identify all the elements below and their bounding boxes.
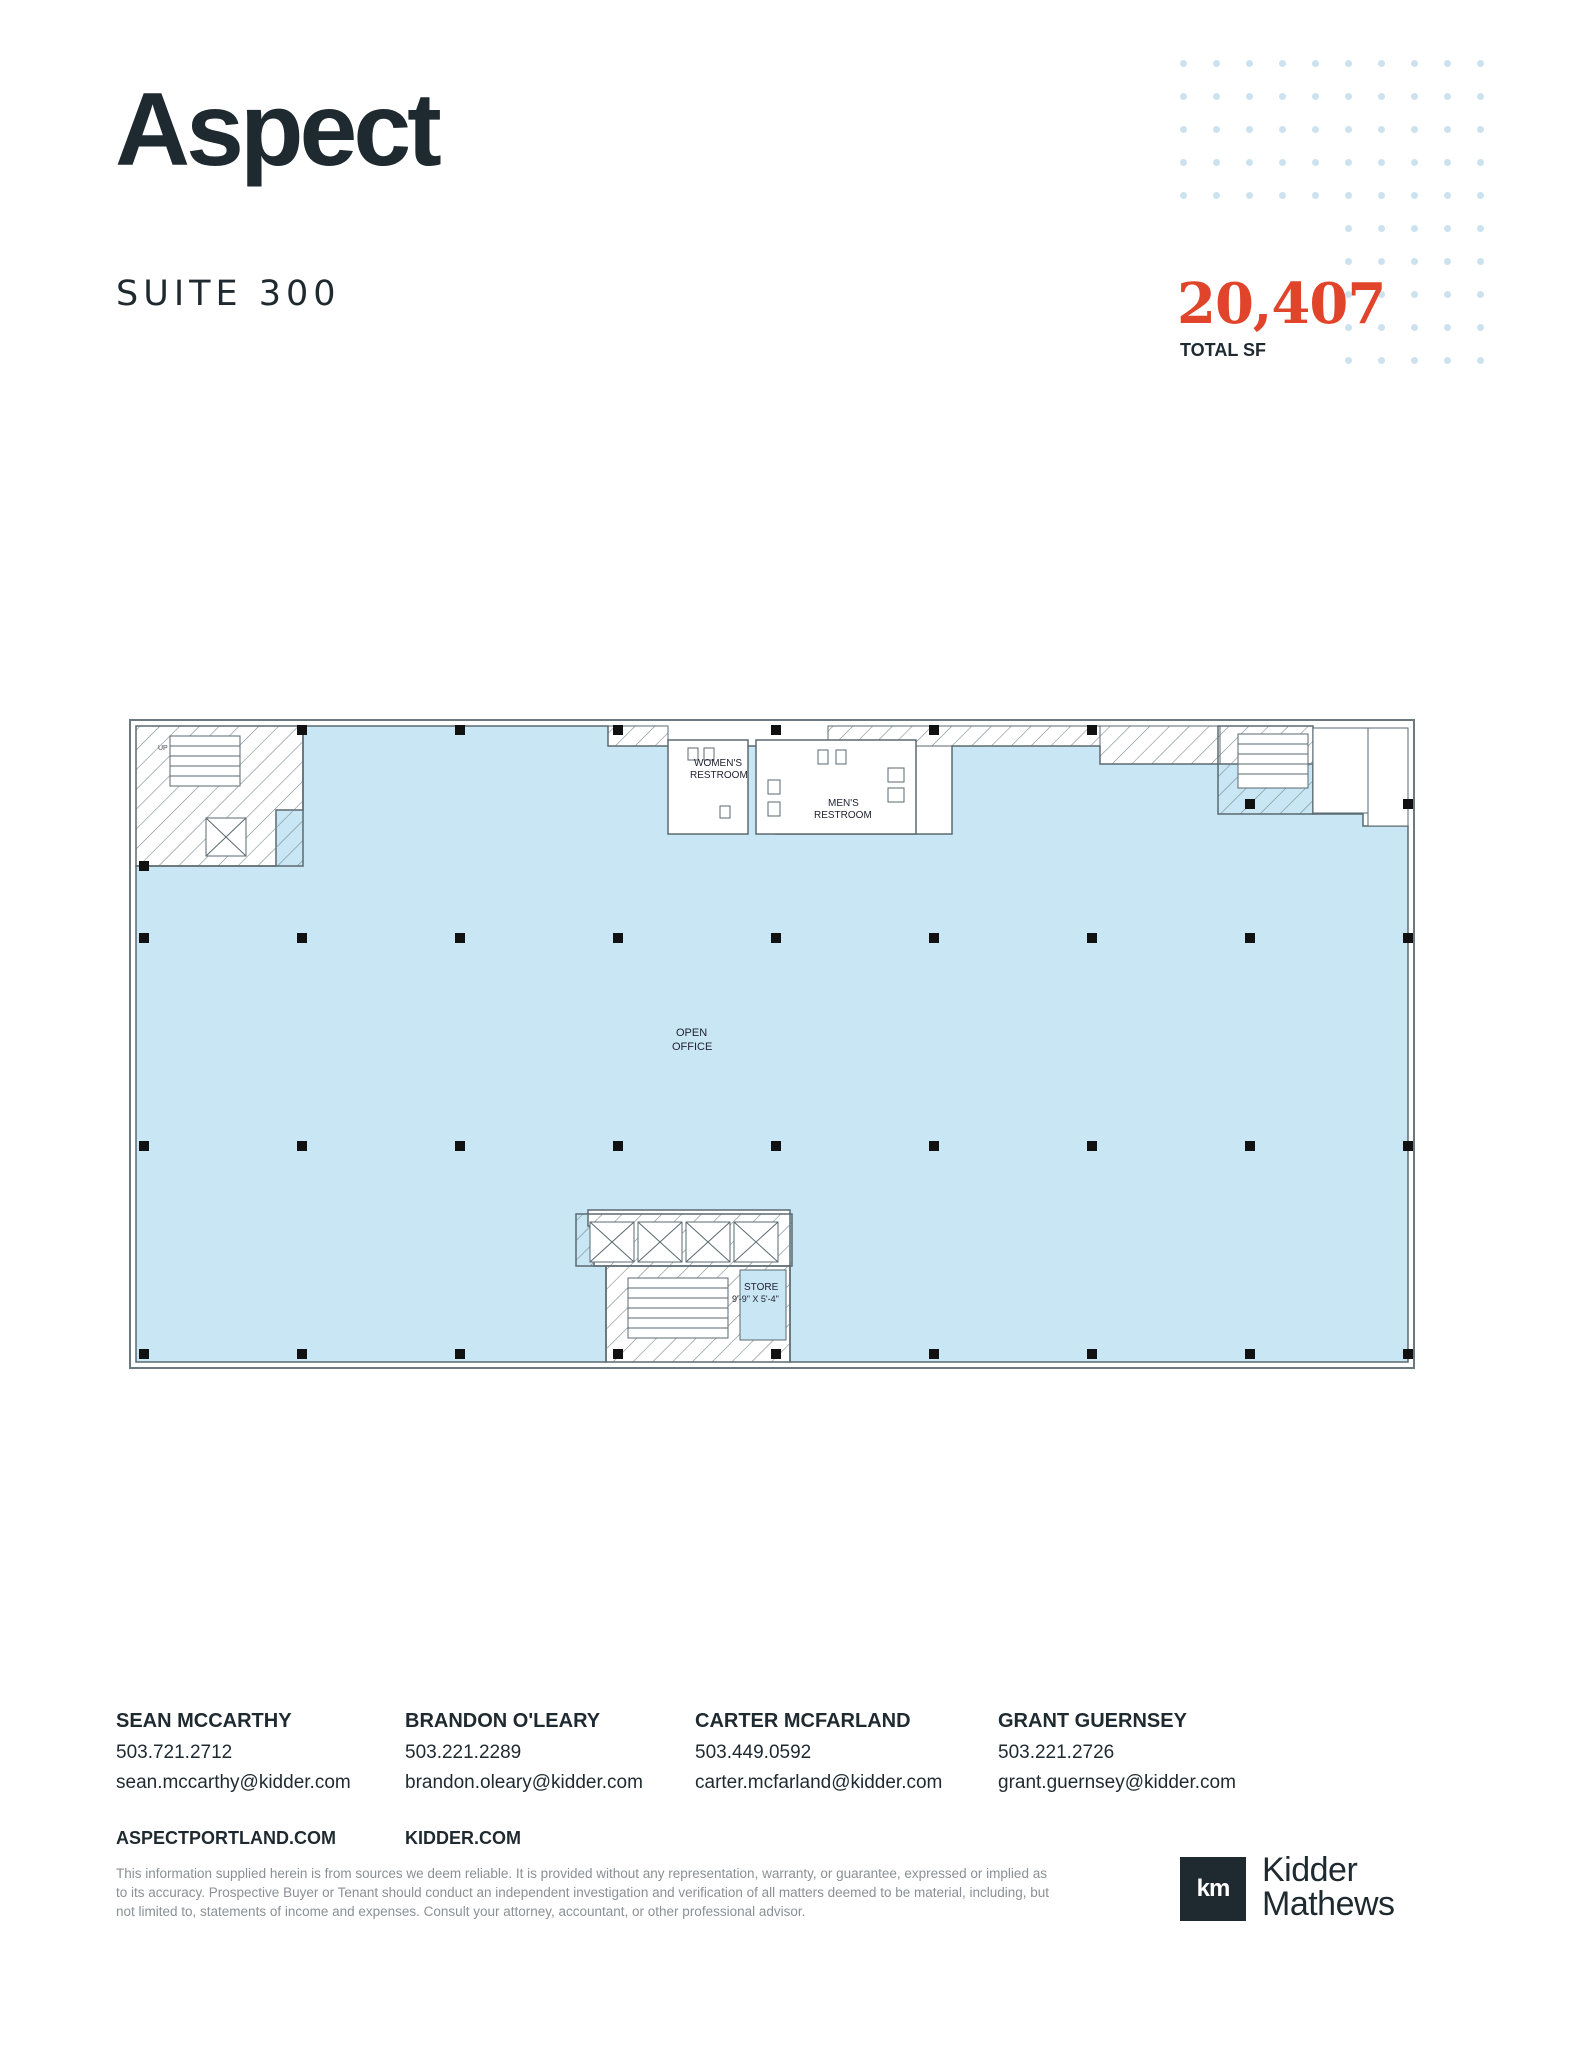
decorative-dot xyxy=(1444,291,1451,298)
contact-email[interactable]: carter.mcfarland@kidder.com xyxy=(695,1772,943,1793)
contact-email[interactable]: sean.mccarthy@kidder.com xyxy=(116,1772,351,1793)
structural-column xyxy=(139,861,149,871)
decorative-dot xyxy=(1444,357,1451,364)
decorative-dot xyxy=(1180,126,1187,133)
decorative-dot xyxy=(1444,258,1451,265)
decorative-dot xyxy=(1477,159,1484,166)
structural-column xyxy=(613,1349,623,1359)
decorative-dot xyxy=(1477,126,1484,133)
contact-phone[interactable]: 503.721.2712 xyxy=(116,1742,233,1763)
structural-column xyxy=(1245,1141,1255,1151)
floor-plan xyxy=(128,718,1418,1378)
decorative-dot xyxy=(1180,60,1187,67)
structural-column xyxy=(929,725,939,735)
structural-column xyxy=(1087,1141,1097,1151)
decorative-dot xyxy=(1279,126,1286,133)
womens-restroom-label-2: RESTROOM xyxy=(690,770,748,781)
open-office-label: OPEN xyxy=(676,1027,708,1039)
decorative-dot xyxy=(1312,126,1319,133)
contact-email[interactable]: brandon.oleary@kidder.com xyxy=(405,1772,643,1793)
contact-email[interactable]: grant.guernsey@kidder.com xyxy=(998,1772,1236,1793)
decorative-dot xyxy=(1246,159,1253,166)
decorative-dot xyxy=(1246,60,1253,67)
structural-column xyxy=(771,725,781,735)
decorative-dot xyxy=(1477,258,1484,265)
decorative-dot xyxy=(1378,126,1385,133)
decorative-dot xyxy=(1444,192,1451,199)
decorative-dot xyxy=(1378,258,1385,265)
wordmark-line-2: Mathews xyxy=(1262,1885,1395,1923)
decorative-dot xyxy=(1246,126,1253,133)
decorative-dot xyxy=(1411,93,1418,100)
womens-restroom-label: WOMEN'S xyxy=(694,758,743,769)
decorative-dot xyxy=(1378,192,1385,199)
contact-name: GRANT GUERNSEY xyxy=(998,1710,1187,1732)
decorative-dot xyxy=(1213,159,1220,166)
store-room xyxy=(740,1270,786,1340)
structural-column xyxy=(1087,725,1097,735)
structural-column xyxy=(139,1141,149,1151)
decorative-dot xyxy=(1411,258,1418,265)
contact-phone[interactable]: 503.221.2726 xyxy=(998,1742,1115,1763)
decorative-dot xyxy=(1477,324,1484,331)
contact-phone[interactable]: 503.221.2289 xyxy=(405,1742,522,1763)
kidder-mathews-wordmark xyxy=(1262,1853,1395,1921)
structural-column xyxy=(1087,1349,1097,1359)
structural-column xyxy=(139,933,149,943)
decorative-dot xyxy=(1444,159,1451,166)
structural-column xyxy=(1245,933,1255,943)
decorative-dot xyxy=(1477,60,1484,67)
decorative-dot xyxy=(1213,126,1220,133)
decorative-dot xyxy=(1345,357,1352,364)
structural-column xyxy=(1245,799,1255,809)
structural-column xyxy=(929,1349,939,1359)
structural-column xyxy=(297,1141,307,1151)
decorative-dot xyxy=(1378,159,1385,166)
decorative-dot xyxy=(1411,291,1418,298)
disclaimer-text: This information supplied herein is from sources we deem reliable. It is provided without any representation, warranty, or guarantee, expressed or implied as to its accuracy. Prospective Buyer or Tenant should conduct an independent investigation and verification of all matters deemed to be material, including, but not limited to, statements of income and expenses. Consult your attorney, accountant, or other professional advisor. xyxy=(116,1866,1050,1919)
total-sf-label: TOTAL SF xyxy=(1180,340,1267,360)
decorative-dot xyxy=(1312,192,1319,199)
womens-restroom xyxy=(668,740,748,834)
structural-column xyxy=(771,1349,781,1359)
structural-column xyxy=(297,1349,307,1359)
decorative-dot xyxy=(1312,93,1319,100)
aspect-logo: Aspect xyxy=(115,72,438,188)
contact-name: BRANDON O'LEARY xyxy=(405,1710,601,1732)
decorative-dot xyxy=(1411,357,1418,364)
decorative-dot xyxy=(1411,225,1418,232)
decorative-dot xyxy=(1444,324,1451,331)
decorative-dot xyxy=(1477,192,1484,199)
decorative-dot xyxy=(1477,357,1484,364)
structural-column xyxy=(455,933,465,943)
contact-carter xyxy=(695,1710,995,1802)
decorative-dot xyxy=(1411,192,1418,199)
decorative-dot xyxy=(1345,126,1352,133)
decorative-dot xyxy=(1279,192,1286,199)
stair-up-label: UP xyxy=(158,745,168,752)
decorative-dot xyxy=(1444,60,1451,67)
decorative-dot xyxy=(1213,60,1220,67)
decorative-dot xyxy=(1345,258,1352,265)
decorative-dot xyxy=(1213,93,1220,100)
store-label: STORE xyxy=(744,1282,779,1293)
structural-column xyxy=(1403,1141,1413,1151)
decorative-dot xyxy=(1180,93,1187,100)
decorative-dot xyxy=(1378,93,1385,100)
decorative-dot xyxy=(1279,93,1286,100)
contact-name: SEAN MCCARTHY xyxy=(116,1710,292,1732)
structural-column xyxy=(613,725,623,735)
structural-column xyxy=(1403,1349,1413,1359)
structural-column xyxy=(455,1349,465,1359)
structural-column xyxy=(139,1349,149,1359)
decorative-dot xyxy=(1246,93,1253,100)
decorative-dot xyxy=(1411,60,1418,67)
structural-column xyxy=(455,1141,465,1151)
structural-column xyxy=(1087,933,1097,943)
decorative-dot xyxy=(1345,60,1352,67)
structural-column xyxy=(297,725,307,735)
contact-grant xyxy=(998,1710,1298,1802)
decorative-dot xyxy=(1345,225,1352,232)
decorative-dot xyxy=(1345,93,1352,100)
decorative-dot xyxy=(1444,93,1451,100)
structural-column xyxy=(771,1141,781,1151)
structural-column xyxy=(1245,1349,1255,1359)
structural-column xyxy=(455,725,465,735)
decorative-dot xyxy=(1444,126,1451,133)
decorative-dot xyxy=(1180,159,1187,166)
decorative-dot xyxy=(1444,225,1451,232)
decorative-dot xyxy=(1378,225,1385,232)
decorative-dot xyxy=(1279,60,1286,67)
structural-column xyxy=(1403,933,1413,943)
contact-sean xyxy=(116,1710,416,1802)
decorative-dot xyxy=(1411,324,1418,331)
decorative-dot xyxy=(1312,60,1319,67)
decorative-dot xyxy=(1312,159,1319,166)
structural-column xyxy=(1403,799,1413,809)
suite-title: SUITE 300 xyxy=(116,274,341,314)
structural-column xyxy=(929,1141,939,1151)
decorative-dot xyxy=(1378,60,1385,67)
structural-column xyxy=(297,933,307,943)
decorative-dot xyxy=(1246,192,1253,199)
mens-restroom-label-2: RESTROOM xyxy=(814,810,872,821)
decorative-dot xyxy=(1411,159,1418,166)
contact-phone[interactable]: 503.449.0592 xyxy=(695,1742,812,1763)
store-dimensions: 9'-9" X 5'-4" xyxy=(732,1294,779,1304)
structural-column xyxy=(771,933,781,943)
decorative-dot xyxy=(1180,192,1187,199)
contact-name: CARTER MCFARLAND xyxy=(695,1710,911,1732)
aspect-website-link[interactable]: ASPECTPORTLAND.COM xyxy=(116,1828,336,1848)
structural-column xyxy=(613,933,623,943)
kidder-mathews-mark: km xyxy=(1180,1857,1246,1921)
open-office-label-2: OFFICE xyxy=(672,1041,713,1053)
decorative-dot xyxy=(1345,159,1352,166)
decorative-dot xyxy=(1378,357,1385,364)
decorative-dot xyxy=(1411,126,1418,133)
total-sf-value: 20,407 xyxy=(1177,271,1386,337)
contact-brandon xyxy=(405,1710,705,1802)
wordmark-line-1: Kidder xyxy=(1262,1851,1358,1889)
kidder-website-link[interactable]: KIDDER.COM xyxy=(405,1828,521,1848)
structural-column xyxy=(929,933,939,943)
decorative-dot xyxy=(1477,291,1484,298)
decorative-dot xyxy=(1279,159,1286,166)
decorative-dot xyxy=(1345,192,1352,199)
decorative-dot xyxy=(1477,225,1484,232)
decorative-dot xyxy=(1477,93,1484,100)
structural-column xyxy=(613,1141,623,1151)
mens-restroom-label: MEN'S xyxy=(828,798,859,809)
decorative-dot xyxy=(1213,192,1220,199)
